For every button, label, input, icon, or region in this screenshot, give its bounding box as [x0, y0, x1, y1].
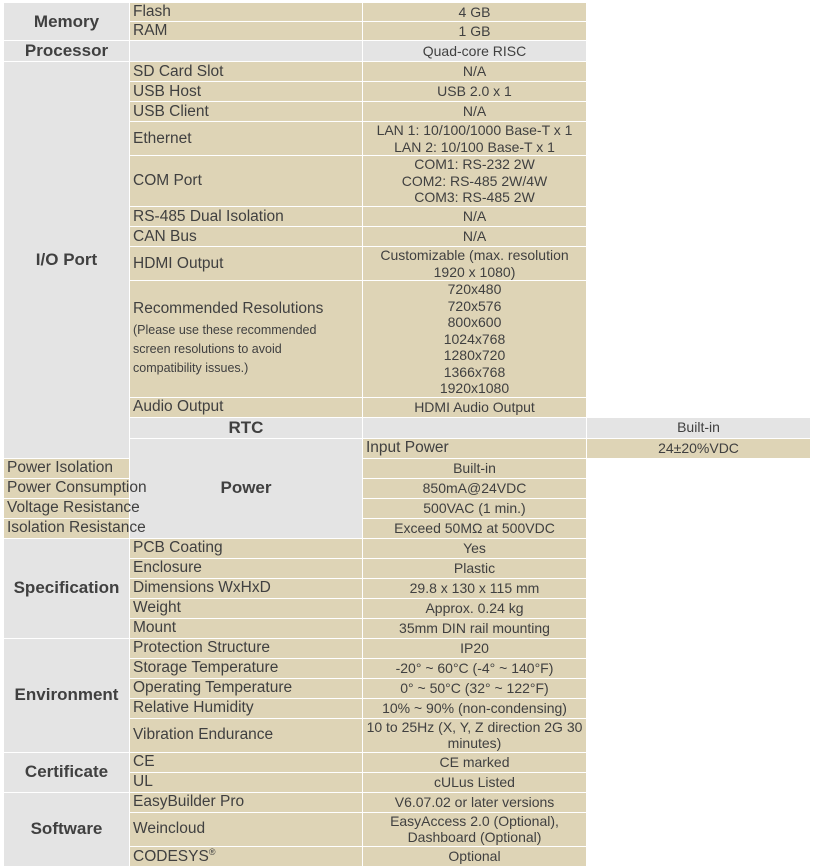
spec-label-text [7, 519, 146, 537]
spec-value [363, 22, 587, 41]
spec-value [363, 752, 587, 772]
spec-row [4, 538, 811, 558]
spec-label [130, 698, 363, 718]
spec-table [3, 2, 811, 867]
spec-label-main: SD Card Slot [133, 62, 224, 80]
spec-value [363, 207, 587, 227]
spec-label-text [7, 459, 129, 477]
spec-label [130, 22, 363, 41]
spec-label [130, 578, 363, 598]
spec-value [363, 618, 587, 638]
spec-label [130, 678, 363, 698]
spec-value-line: 4 GB [458, 3, 491, 20]
spec-row [4, 518, 811, 538]
spec-label-text [133, 63, 362, 81]
spec-value-line: COM1: RS-232 2W [414, 156, 535, 173]
spec-value [363, 247, 587, 281]
registered-mark: ® [208, 846, 216, 857]
spec-label-main: Flash [133, 3, 171, 20]
spec-value-line: Customizable (max. resolution 1920 x 1080) [380, 247, 569, 280]
spec-value-line: 1 GB [458, 22, 491, 39]
spec-label-text [133, 559, 362, 577]
spec-value-line: Built-in [677, 419, 720, 436]
spec-label [130, 752, 363, 772]
spec-label-text [133, 172, 362, 190]
category-cell: I/O Port [4, 62, 130, 459]
spec-value [363, 578, 587, 598]
spec-value-line: N/A [462, 208, 487, 225]
spec-value-line: 29.8 x 130 x 115 mm [409, 579, 540, 596]
spec-label-main: COM Port [133, 172, 202, 189]
spec-label [130, 598, 363, 618]
spec-label-main: UL [133, 773, 153, 790]
spec-row [4, 498, 811, 518]
spec-value [363, 281, 587, 398]
spec-label-main: HDMI Output [133, 254, 224, 272]
spec-label-text [133, 847, 362, 866]
spec-value [363, 698, 587, 718]
spec-value [363, 122, 587, 156]
spec-label-main: Recommended Resolutions [133, 299, 324, 317]
spec-value-line: cULus Listed [434, 773, 515, 790]
spec-label-main: EasyBuilder Pro [133, 793, 245, 810]
spec-label-text [7, 499, 140, 517]
spec-value [363, 397, 587, 417]
spec-label [130, 558, 363, 578]
spec-label-text [133, 659, 362, 677]
spec-label [130, 638, 363, 658]
spec-label [4, 518, 146, 538]
spec-label [130, 207, 363, 227]
spec-row [4, 458, 811, 478]
spec-value-line: Yes [463, 539, 486, 556]
spec-label-text [133, 699, 362, 717]
spec-label-main: Power Consumption [7, 479, 147, 496]
spec-value [363, 498, 587, 518]
spec-value-line: 1366x768 [443, 363, 506, 380]
spec-label-text [133, 793, 362, 811]
spec-label-text [133, 3, 362, 21]
spec-label-text [133, 599, 362, 617]
spec-row [4, 478, 811, 498]
spec-value [363, 558, 587, 578]
spec-label [363, 417, 587, 438]
spec-value [363, 62, 587, 82]
category-cell: Processor [4, 41, 130, 62]
spec-label-main: Input Power [366, 439, 449, 456]
spec-value [363, 458, 587, 478]
spec-value [363, 227, 587, 247]
spec-label-main: Mount [133, 619, 177, 636]
category-cell: RTC [130, 417, 363, 438]
category-cell: Specification [4, 538, 130, 638]
spec-row [4, 3, 811, 22]
spec-value-line: 35mm DIN rail mounting [399, 619, 550, 636]
spec-value [363, 718, 587, 752]
spec-label-main: Vibration Endurance [133, 726, 274, 743]
spec-value-line: 10 to 25Hz (X, Y, Z direction 2G 30 minutes) [366, 718, 583, 751]
spec-value-line: Exceed 50MΩ at 500VDC [394, 519, 555, 536]
spec-label [363, 438, 587, 458]
spec-label-main: CODESYS [133, 847, 209, 865]
spec-value-line: COM2: RS-485 2W/4W [401, 172, 548, 189]
spec-value [363, 518, 587, 538]
spec-label-text [133, 639, 362, 657]
spec-value-line: USB 2.0 x 1 [437, 83, 512, 100]
spec-label [130, 122, 363, 156]
spec-label-main: USB Client [133, 102, 209, 120]
spec-label-main: Audio Output [133, 398, 224, 415]
spec-value-line: 720x576 [447, 297, 502, 314]
spec-label-text [133, 255, 362, 273]
spec-value-line: N/A [462, 228, 487, 245]
spec-label-main: CE [133, 753, 155, 770]
spec-value [363, 3, 587, 22]
spec-label-main: Relative Humidity [133, 699, 254, 716]
spec-label-text [133, 208, 362, 226]
spec-value-line: 1920x1080 [439, 380, 510, 396]
spec-label [130, 792, 363, 812]
spec-label-main: RAM [133, 22, 168, 39]
spec-label-main: Storage Temperature [133, 659, 279, 676]
spec-value [363, 772, 587, 792]
category-cell: Software [4, 792, 130, 866]
spec-value [363, 678, 587, 698]
spec-label [130, 62, 363, 82]
spec-value [363, 82, 587, 102]
spec-value-line: 1024x768 [443, 330, 506, 347]
spec-row [4, 638, 811, 658]
spec-label [4, 478, 147, 498]
spec-value-line: COM3: RS-485 2W [414, 189, 535, 206]
spec-value-line: V6.07.02 or later versions [394, 793, 555, 810]
spec-label [4, 498, 140, 518]
spec-label-main: PCB Coating [133, 539, 223, 556]
spec-label [130, 812, 363, 846]
spec-label [130, 156, 363, 207]
spec-label-text [133, 539, 362, 557]
spec-label-main: Protection Structure [133, 639, 270, 656]
spec-value [363, 156, 587, 207]
spec-label-main: USB Host [133, 82, 202, 100]
spec-label-main: Weincloud [133, 820, 206, 837]
spec-label-note: (Please use these recommended screen resolutions to avoid compatibility issues.) [133, 322, 317, 375]
spec-label-text [133, 228, 362, 246]
spec-label-text [133, 579, 362, 597]
spec-value [363, 846, 587, 866]
spec-value [363, 658, 587, 678]
spec-label-main: RS-485 Dual Isolation [133, 207, 284, 225]
spec-value [363, 41, 587, 62]
spec-value [363, 598, 587, 618]
spec-value-line: 800x600 [447, 314, 502, 330]
spec-value-line: 24±20%VDC [658, 439, 739, 456]
spec-label-text [133, 753, 362, 771]
spec-value [363, 638, 587, 658]
category-cell: Environment [4, 638, 130, 752]
spec-label [130, 397, 363, 417]
spec-value [587, 438, 811, 458]
spec-row [4, 62, 811, 82]
spec-value-line: Built-in [453, 459, 496, 476]
spec-label-text [133, 103, 362, 121]
spec-label-text [133, 130, 362, 148]
spec-label-text [7, 479, 147, 497]
spec-label-main: Voltage Resistance [7, 499, 140, 516]
spec-label [4, 458, 130, 478]
spec-label-text [133, 398, 362, 416]
spec-label [130, 41, 363, 62]
spec-value-line: 850mA@24VDC [422, 479, 527, 496]
spec-label [130, 82, 363, 102]
spec-value-line: 500VAC (1 min.) [423, 499, 526, 516]
spec-label-text [133, 22, 362, 40]
spec-label-text [133, 679, 362, 697]
spec-value-line: N/A [462, 63, 487, 80]
spec-label [130, 618, 363, 638]
spec-label [130, 102, 363, 122]
spec-row [4, 752, 811, 772]
spec-label-main: Operating Temperature [133, 679, 293, 696]
spec-value-line: HDMI Audio Output [414, 398, 535, 415]
spec-label [130, 247, 363, 281]
spec-row [4, 41, 811, 62]
spec-label [130, 538, 363, 558]
spec-value-line: IP20 [460, 639, 489, 656]
spec-label-text [133, 773, 362, 791]
spec-label-main: Dimensions WxHxD [133, 579, 271, 596]
spec-label [130, 3, 363, 22]
spec-row [4, 792, 811, 812]
spec-value-line: Quad-core RISC [422, 42, 527, 59]
spec-label-text [133, 619, 362, 637]
spec-label-text [133, 820, 362, 838]
spec-label-text [133, 83, 362, 101]
spec-value-line: -20° ~ 60°C (-4° ~ 140°F) [395, 659, 554, 676]
spec-value-line: 0° ~ 50°C (32° ~ 122°F) [400, 679, 549, 696]
spec-label-main: Enclosure [133, 559, 202, 576]
spec-label-text [133, 300, 362, 318]
spec-value-line: Plastic [453, 559, 496, 576]
spec-label [130, 658, 363, 678]
spec-value [587, 417, 811, 438]
spec-value-line: CE marked [439, 753, 510, 770]
spec-label-main: Weight [133, 599, 181, 616]
spec-value [363, 102, 587, 122]
spec-value-line: LAN 1: 10/100/1000 Base-T x 1 [376, 122, 573, 138]
spec-label-text [133, 726, 362, 744]
spec-label-main: Isolation Resistance [7, 519, 146, 536]
spec-label-text [366, 439, 586, 457]
spec-label-main: Power Isolation [7, 459, 113, 476]
spec-label [130, 227, 363, 247]
spec-value-line: N/A [462, 103, 487, 120]
spec-value-line: Optional [448, 847, 501, 864]
spec-value [363, 478, 587, 498]
spec-value [363, 812, 587, 846]
category-cell: Power [130, 438, 363, 538]
spec-value [363, 792, 587, 812]
spec-value-line: 1280x720 [443, 347, 506, 363]
spec-label-main: Ethernet [133, 129, 192, 147]
spec-label [130, 281, 363, 398]
spec-label [130, 718, 363, 752]
spec-value-line: 720x480 [447, 281, 502, 297]
spec-label-main: CAN Bus [133, 227, 197, 245]
spec-value-line: EasyAccess 2.0 (Optional), Dashboard (Optional) [390, 812, 559, 845]
spec-value-line: 10% ~ 90% (non-condensing) [382, 699, 567, 716]
spec-value-line: Approx. 0.24 kg [425, 599, 524, 616]
spec-label [130, 772, 363, 792]
category-cell: Certificate [4, 752, 130, 792]
spec-value [363, 538, 587, 558]
spec-label [130, 846, 363, 866]
spec-value-line: LAN 2: 10/100 Base-T x 1 [394, 138, 555, 155]
spec-table-body [4, 3, 811, 867]
category-cell: Memory [4, 3, 130, 41]
